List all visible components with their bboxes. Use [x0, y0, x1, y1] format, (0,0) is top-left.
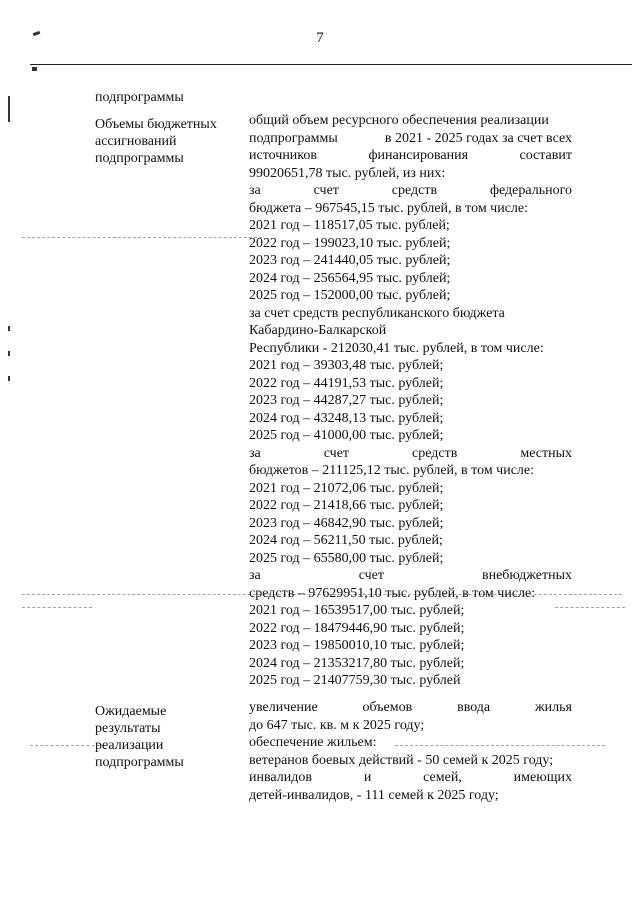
- results-label-line: подпрограммы: [95, 755, 184, 770]
- results-label-line: Ожидаемые: [95, 704, 167, 719]
- top-rule: [30, 64, 632, 65]
- year-line: 2025 год – 65580,00 тыс. рублей;: [249, 550, 444, 566]
- year-line: 2023 год – 46842,90 тыс. рублей;: [249, 515, 444, 531]
- intro-line: общий объем ресурсного обеспечения реализации: [249, 113, 549, 128]
- results-line: увеличение объемов ввода жилья: [249, 700, 572, 715]
- year-line: 2021 год – 118517,05 тыс. рублей;: [249, 218, 450, 233]
- scan-dash: [22, 237, 262, 238]
- local-head: за счет средств местных: [249, 445, 572, 461]
- results-line: инвалидов и семей, имеющих: [249, 770, 572, 785]
- budget-label-line: подпрограммы: [95, 151, 184, 166]
- republic-head: Кабардино-Балкарской: [249, 323, 387, 338]
- results-line: до 647 тыс. кв. м к 2025 году;: [249, 717, 425, 733]
- year-line: 2023 год – 19850010,10 тыс. рублей;: [249, 638, 465, 653]
- budget-text: [249, 112, 572, 690]
- results-line: ветеранов боевых действий - 50 семей к 2025 году;: [249, 752, 554, 768]
- scan-tick: [8, 326, 10, 331]
- intro-line: источников финансирования составит: [249, 148, 572, 163]
- year-line: 2021 год – 16539517,00 тыс. рублей;: [249, 603, 465, 618]
- year-line: 2023 год – 241440,05 тыс. рублей;: [249, 253, 451, 268]
- results-label: [95, 703, 184, 771]
- year-line: 2021 год – 21072,06 тыс. рублей;: [249, 480, 444, 496]
- year-line: 2025 год – 41000,00 тыс. рублей;: [249, 428, 444, 443]
- budget-label: [95, 116, 217, 167]
- results-label-line: реализации: [95, 738, 164, 753]
- year-line: 2024 год – 43248,13 тыс. рублей;: [249, 410, 444, 426]
- federal-head: за счет средств федерального: [249, 183, 572, 198]
- scan-bar: [8, 96, 10, 122]
- extra-head: за счет внебюджетных: [249, 568, 572, 583]
- year-line: 2021 год – 39303,48 тыс. рублей;: [249, 358, 444, 373]
- local-total: бюджетов – 211125,12 тыс. рублей, в том числе:: [249, 463, 535, 478]
- scan-dash: [22, 607, 92, 608]
- extra-total: средств – 97629951,10 тыс. рублей, в том числе:: [249, 585, 536, 601]
- year-line: 2022 год – 44191,53 тыс. рублей;: [249, 375, 444, 391]
- header-fragment: подпрограммы: [95, 90, 184, 105]
- year-line: 2022 год – 21418,66 тыс. рублей;: [249, 498, 444, 513]
- year-line: 2024 год – 256564,95 тыс. рублей;: [249, 270, 451, 286]
- republic-total: Республики - 212030,41 тыс. рублей, в том числе:: [249, 340, 544, 356]
- budget-label-line: Объемы бюджетных: [95, 117, 217, 132]
- intro-line: подпрограммы в 2021 - 2025 годах за счет всех: [249, 130, 572, 146]
- scan-dash: [30, 745, 105, 746]
- year-line: 2025 год – 152000,00 тыс. рублей;: [249, 288, 451, 303]
- scan-speck: [32, 67, 37, 71]
- results-text: [249, 699, 572, 804]
- republic-head: за счет средств республиканского бюджета: [249, 305, 505, 321]
- year-line: 2025 год – 21407759,30 тыс. рублей: [249, 673, 461, 688]
- results-line: детей-инвалидов, - 111 семей к 2025 году;: [249, 787, 499, 803]
- year-line: 2024 год – 56211,50 тыс. рублей;: [249, 533, 443, 548]
- federal-total: бюджета – 967545,15 тыс. рублей, в том числе:: [249, 200, 529, 216]
- scan-tick: [8, 376, 10, 381]
- intro-line: 99020651,78 тыс. рублей, из них:: [249, 165, 446, 181]
- year-line: 2023 год – 44287,27 тыс. рублей;: [249, 393, 444, 408]
- page-number: 7: [316, 30, 324, 46]
- scan-tick: [8, 351, 10, 356]
- results-label-line: результаты: [95, 721, 161, 736]
- year-line: 2022 год – 18479446,90 тыс. рублей;: [249, 620, 465, 636]
- year-line: 2022 год – 199023,10 тыс. рублей;: [249, 235, 451, 251]
- results-line: обеспечение жильем:: [249, 735, 377, 750]
- year-line: 2024 год – 21353217,80 тыс. рублей;: [249, 655, 465, 671]
- budget-label-line: ассигнований: [95, 134, 177, 149]
